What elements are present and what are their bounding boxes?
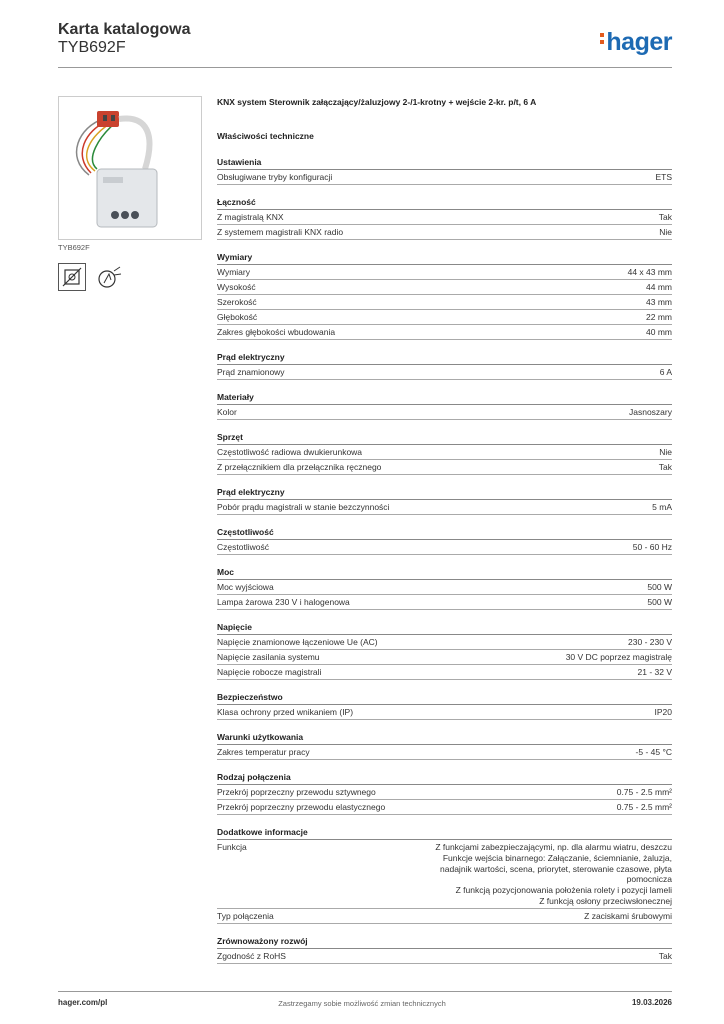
spec-row <box>217 785 672 800</box>
spec-label: Napięcie zasilania systemu <box>217 652 320 662</box>
section-heading: Wymiary <box>217 251 672 265</box>
spec-label: Głębokość <box>217 312 258 322</box>
spec-section <box>217 621 672 680</box>
spec-label: Wysokość <box>217 282 256 292</box>
spec-section <box>217 691 672 720</box>
spec-row <box>217 325 672 340</box>
spec-value: 22 mm <box>646 312 672 322</box>
spec-section <box>217 391 672 420</box>
spec-label: Częstotliwość <box>217 542 269 552</box>
spec-row <box>217 210 672 225</box>
spec-row <box>217 745 672 760</box>
spec-row <box>217 540 672 555</box>
spec-label: Prąd znamionowy <box>217 367 285 377</box>
logo-text: hager <box>606 28 672 56</box>
spec-value: 500 W <box>647 582 672 592</box>
spec-section <box>217 731 672 760</box>
spec-value: 0.75 - 2.5 mm² <box>616 787 672 797</box>
spec-row <box>217 445 672 460</box>
spec-value: ETS <box>655 172 672 182</box>
hager-logo <box>600 28 672 57</box>
footer-date: 19.03.2026 <box>631 998 672 1007</box>
spec-value: Z zaciskami śrubowymi <box>584 910 672 921</box>
section-heading: Ustawienia <box>217 156 672 170</box>
spec-value: Tak <box>658 212 672 222</box>
spec-value: 44 mm <box>646 282 672 292</box>
spec-row <box>217 840 672 909</box>
spec-label: Klasa ochrony przed wnikaniem (IP) <box>217 707 354 717</box>
spec-value: 21 - 32 V <box>637 667 672 677</box>
spec-value: 44 x 43 mm <box>627 267 672 277</box>
spec-row <box>217 280 672 295</box>
spec-value-line: Z funkcją osłony przeciwsłonecznej <box>539 895 672 906</box>
spec-label: Funkcja <box>217 842 247 852</box>
spec-row <box>217 705 672 720</box>
spec-value: Nie <box>659 447 672 457</box>
spec-value: 0.75 - 2.5 mm² <box>616 802 672 812</box>
spec-value-line: Z funkcjami zabezpieczającymi, np. dla alarmu wiatru, deszczu <box>435 842 672 852</box>
spec-label: Z magistralą KNX <box>217 212 284 222</box>
spec-row <box>217 265 672 280</box>
section-heading: Częstotliwość <box>217 526 672 540</box>
spec-value: 5 mA <box>652 502 672 512</box>
spec-label: Przekrój poprzeczny przewodu elastycznego <box>217 802 386 812</box>
spec-label: Napięcie robocze magistrali <box>217 667 322 677</box>
spec-section <box>217 486 672 515</box>
spec-value: Tak <box>658 462 672 472</box>
section-heading: Rodzaj połączenia <box>217 771 672 785</box>
spec-label: Napięcie znamionowe łączeniowe Ue (AC) <box>217 637 378 647</box>
spec-label: Typ połączenia <box>217 910 274 921</box>
spec-value: 30 V DC poprzez magistralę <box>565 652 672 662</box>
spec-value-line: Z funkcją pozycjonowania położenia rolety i pozycji lameli <box>455 885 672 896</box>
spec-label: Częstotliwość radiowa dwukierunkowa <box>217 447 363 457</box>
section-heading: Moc <box>217 566 672 580</box>
spec-row <box>217 225 672 240</box>
product-image-caption: TYB692F <box>58 243 90 252</box>
spec-row <box>217 800 672 815</box>
spec-section <box>217 526 672 555</box>
spec-section <box>217 196 672 240</box>
spec-label: Lampa żarowa 230 V i halogenowa <box>217 597 350 607</box>
spec-row <box>217 295 672 310</box>
spec-value: 6 A <box>659 367 672 377</box>
spec-section <box>217 351 672 380</box>
spec-section <box>217 251 672 340</box>
spec-label: Moc wyjściowa <box>217 582 274 592</box>
spec-value: 500 W <box>647 597 672 607</box>
spec-section <box>217 935 672 964</box>
spec-row <box>217 635 672 650</box>
specification-table <box>217 156 672 975</box>
spec-value: 50 - 60 Hz <box>632 542 672 552</box>
spec-label: Przekrój poprzeczny przewodu sztywnego <box>217 787 376 797</box>
spec-row <box>217 949 672 964</box>
spec-label: Obsługiwane tryby konfiguracji <box>217 172 333 182</box>
spec-value: 40 mm <box>646 327 672 337</box>
section-heading: Łączność <box>217 196 672 210</box>
header-divider <box>58 67 672 68</box>
spec-value: 43 mm <box>646 297 672 307</box>
footer-url[interactable]: hager.com/pl <box>58 998 108 1007</box>
section-heading: Warunki użytkowania <box>217 731 672 745</box>
spec-row <box>217 665 672 680</box>
section-heading: Napięcie <box>217 621 672 635</box>
page-title: Karta katalogowa <box>58 21 191 38</box>
section-heading: Dodatkowe informacje <box>217 826 672 840</box>
footer-divider <box>58 991 672 992</box>
spec-value: IP20 <box>654 707 672 717</box>
section-heading: Sprzęt <box>217 431 672 445</box>
spec-value: -5 - 45 °C <box>635 747 672 757</box>
spec-value: Jasnoszary <box>629 407 672 417</box>
spec-value: Nie <box>659 227 672 237</box>
spec-section <box>217 431 672 475</box>
spec-section <box>217 156 672 185</box>
spec-label: Wymiary <box>217 267 250 277</box>
spec-section <box>217 826 672 924</box>
spec-row <box>217 595 672 610</box>
spec-row <box>217 650 672 665</box>
spec-label: Zgodność z RoHS <box>217 950 286 961</box>
knx-bus-symbol-icon <box>96 263 122 289</box>
spec-label: Zakres temperatur pracy <box>217 747 310 757</box>
spec-value-line: Funkcje wejścia binarnego: Załączanie, ściemnianie, żaluzja, nadajnik wartości, scena, priorytet, sterowanie czasowe, płyta pomocnicza <box>440 852 672 885</box>
spec-label: Szerokość <box>217 297 257 307</box>
spec-label: Kolor <box>217 407 237 417</box>
spec-row <box>217 580 672 595</box>
product-image <box>58 96 202 240</box>
spec-row <box>217 460 672 475</box>
spec-label: Z przełącznikiem dla przełącznika ręcznego <box>217 462 382 472</box>
spec-label: Pobór prądu magistrali w stanie bezczynności <box>217 502 390 512</box>
logo-dots-icon <box>600 33 604 47</box>
spec-row <box>217 170 672 185</box>
section-heading: Prąd elektryczny <box>217 486 672 500</box>
spec-section <box>217 771 672 815</box>
section-heading: Materiały <box>217 391 672 405</box>
spec-row <box>217 405 672 420</box>
spec-row <box>217 365 672 380</box>
spec-label: Z systemem magistrali KNX radio <box>217 227 344 237</box>
spec-value: Tak <box>658 950 672 961</box>
spec-value: 230 - 230 V <box>628 637 672 647</box>
section-heading: Prąd elektryczny <box>217 351 672 365</box>
section-heading: Bezpieczeństwo <box>217 691 672 705</box>
product-title: KNX system Sterownik załączający/żaluzjowy 2-/1-krotny + wejście 2-kr. p/t, 6 A <box>217 97 537 107</box>
no-mains-voltage-symbol-icon <box>58 263 86 291</box>
spec-row <box>217 310 672 325</box>
footer-note: Zastrzegamy sobie możliwość zmian technicznych <box>278 999 446 1008</box>
product-code: TYB692F <box>58 39 126 56</box>
technical-properties-heading: Właściwości techniczne <box>217 131 314 141</box>
section-heading: Zrównoważony rozwój <box>217 935 672 949</box>
spec-row <box>217 909 672 924</box>
spec-section <box>217 566 672 610</box>
spec-value <box>412 842 672 907</box>
spec-label: Zakres głębokości wbudowania <box>217 327 336 337</box>
spec-row <box>217 500 672 515</box>
